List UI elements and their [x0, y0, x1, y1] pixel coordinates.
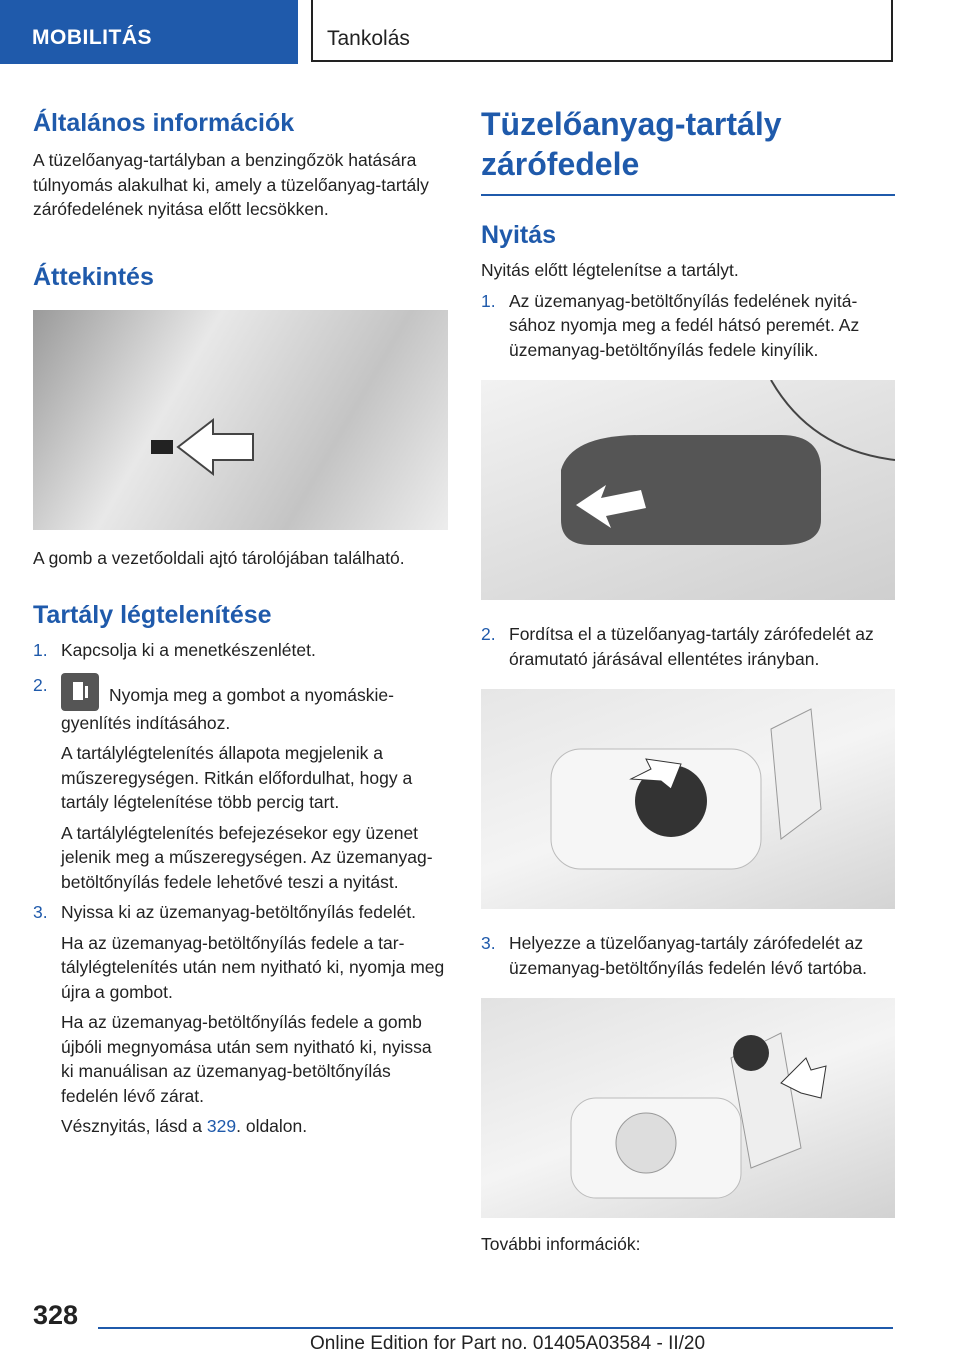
- flap-closed-image: [481, 380, 895, 600]
- open-steps: [481, 289, 895, 363]
- cap-holder-image: [481, 998, 895, 1218]
- list-item: 3. Helyezze a tüzelőanyag-tartály zárófedelét az üzemanyag-betöltőnyílás fedelén lévő tartóba.: [481, 933, 868, 978]
- more-info: További információk:: [481, 1234, 641, 1254]
- list-item: 3. Nyissa ki az üzemanyag-betöltőnyílás fedelét. Ha az üzemanyag-betöltőnyílás fedele a tartálylégtelenítés után nem nyitható ki, nyomja meg újra a gombot. Ha az üzemanyag-betöltőnyílás fedele a gomb újbóli megnyomása után sem nyitható ki, nyissa ki manuálisan az üzemanyag-betöltőnyílás fedelén lévő zárat. Vésznyitás, lásd a 329. oldalon.: [33, 902, 445, 1136]
- page-link[interactable]: 329: [206, 1116, 237, 1136]
- edition-text: Online Edition for Part no. 01405A03584 - II/20: [310, 1333, 706, 1354]
- open-steps-cont: [481, 622, 895, 671]
- rotate-arrow-icon: [481, 689, 895, 909]
- arrow-icon: [481, 998, 895, 1218]
- vent-steps: [33, 638, 448, 1139]
- image-caption: A gomb a vezetőoldali ajtó tárolójában található.: [33, 547, 405, 568]
- list-item: 2. Fordítsa el a tüzelőanyag-tartály zárófedelét az óramutató járásával ellentétes irányban.: [481, 624, 874, 669]
- arrow-icon: [481, 380, 895, 600]
- chapter-title: Tankolás: [327, 27, 410, 50]
- section-tab: [0, 0, 298, 64]
- list-item: 2. Nyomja meg a gombot a nyomáskiegyenlítés indításához. A tartálylégtelenítés állapota megjelenik a műszeregységen. Ritkán előfordulhat, hogy a tartály légtelenítése több percig tart. A tartálylégtelenítés befejezésekor egy üzenet jelenik meg a műszeregységen. Az üzemanyag-betöltőnyílás fedele lehetővé teszi a nyitást.: [33, 674, 433, 892]
- arrow-left-icon: [33, 310, 448, 530]
- footer-rule: [98, 1327, 893, 1329]
- open-steps-cont2: [481, 931, 895, 980]
- list-item: 1. Az üzemanyag-betöltőnyílás fedelének nyitásához nyomja meg a fedél hátsó peremét. Az üzemanyag-betöltőnyílás fedele kinyílik.: [481, 290, 860, 360]
- heading-overview: Áttekintés: [33, 262, 154, 291]
- section-rule: [481, 194, 895, 196]
- right-column: [481, 100, 895, 1257]
- left-column: [33, 100, 448, 1139]
- heading-vent: Tartály légtelenítése: [33, 601, 272, 629]
- door-button-image: [33, 310, 448, 530]
- general-text: A tüzelőanyag-tartályban a benzingőzök hatására túlnyomás alakulhat ki, amely a tüzelőanyag-tartály zárófedelének nyitása előtt lecsökken.: [33, 150, 429, 219]
- list-item: 1. Kapcsolja ki a menetkészenlétet.: [33, 640, 316, 660]
- heading-general: Általános információk: [33, 109, 295, 137]
- open-text: Nyitás előtt légtelenítse a tartályt.: [481, 260, 739, 280]
- fuel-pump-button-icon: [61, 673, 99, 711]
- heading-cap: Tüzelőanyag-tartály zárófedele: [481, 106, 782, 182]
- page-number: 328: [33, 1300, 79, 1330]
- section-title: MOBILITÁS: [32, 26, 152, 49]
- chapter-tab: [311, 0, 893, 62]
- cap-unscrew-image: [481, 689, 895, 909]
- heading-open: Nyitás: [481, 221, 557, 249]
